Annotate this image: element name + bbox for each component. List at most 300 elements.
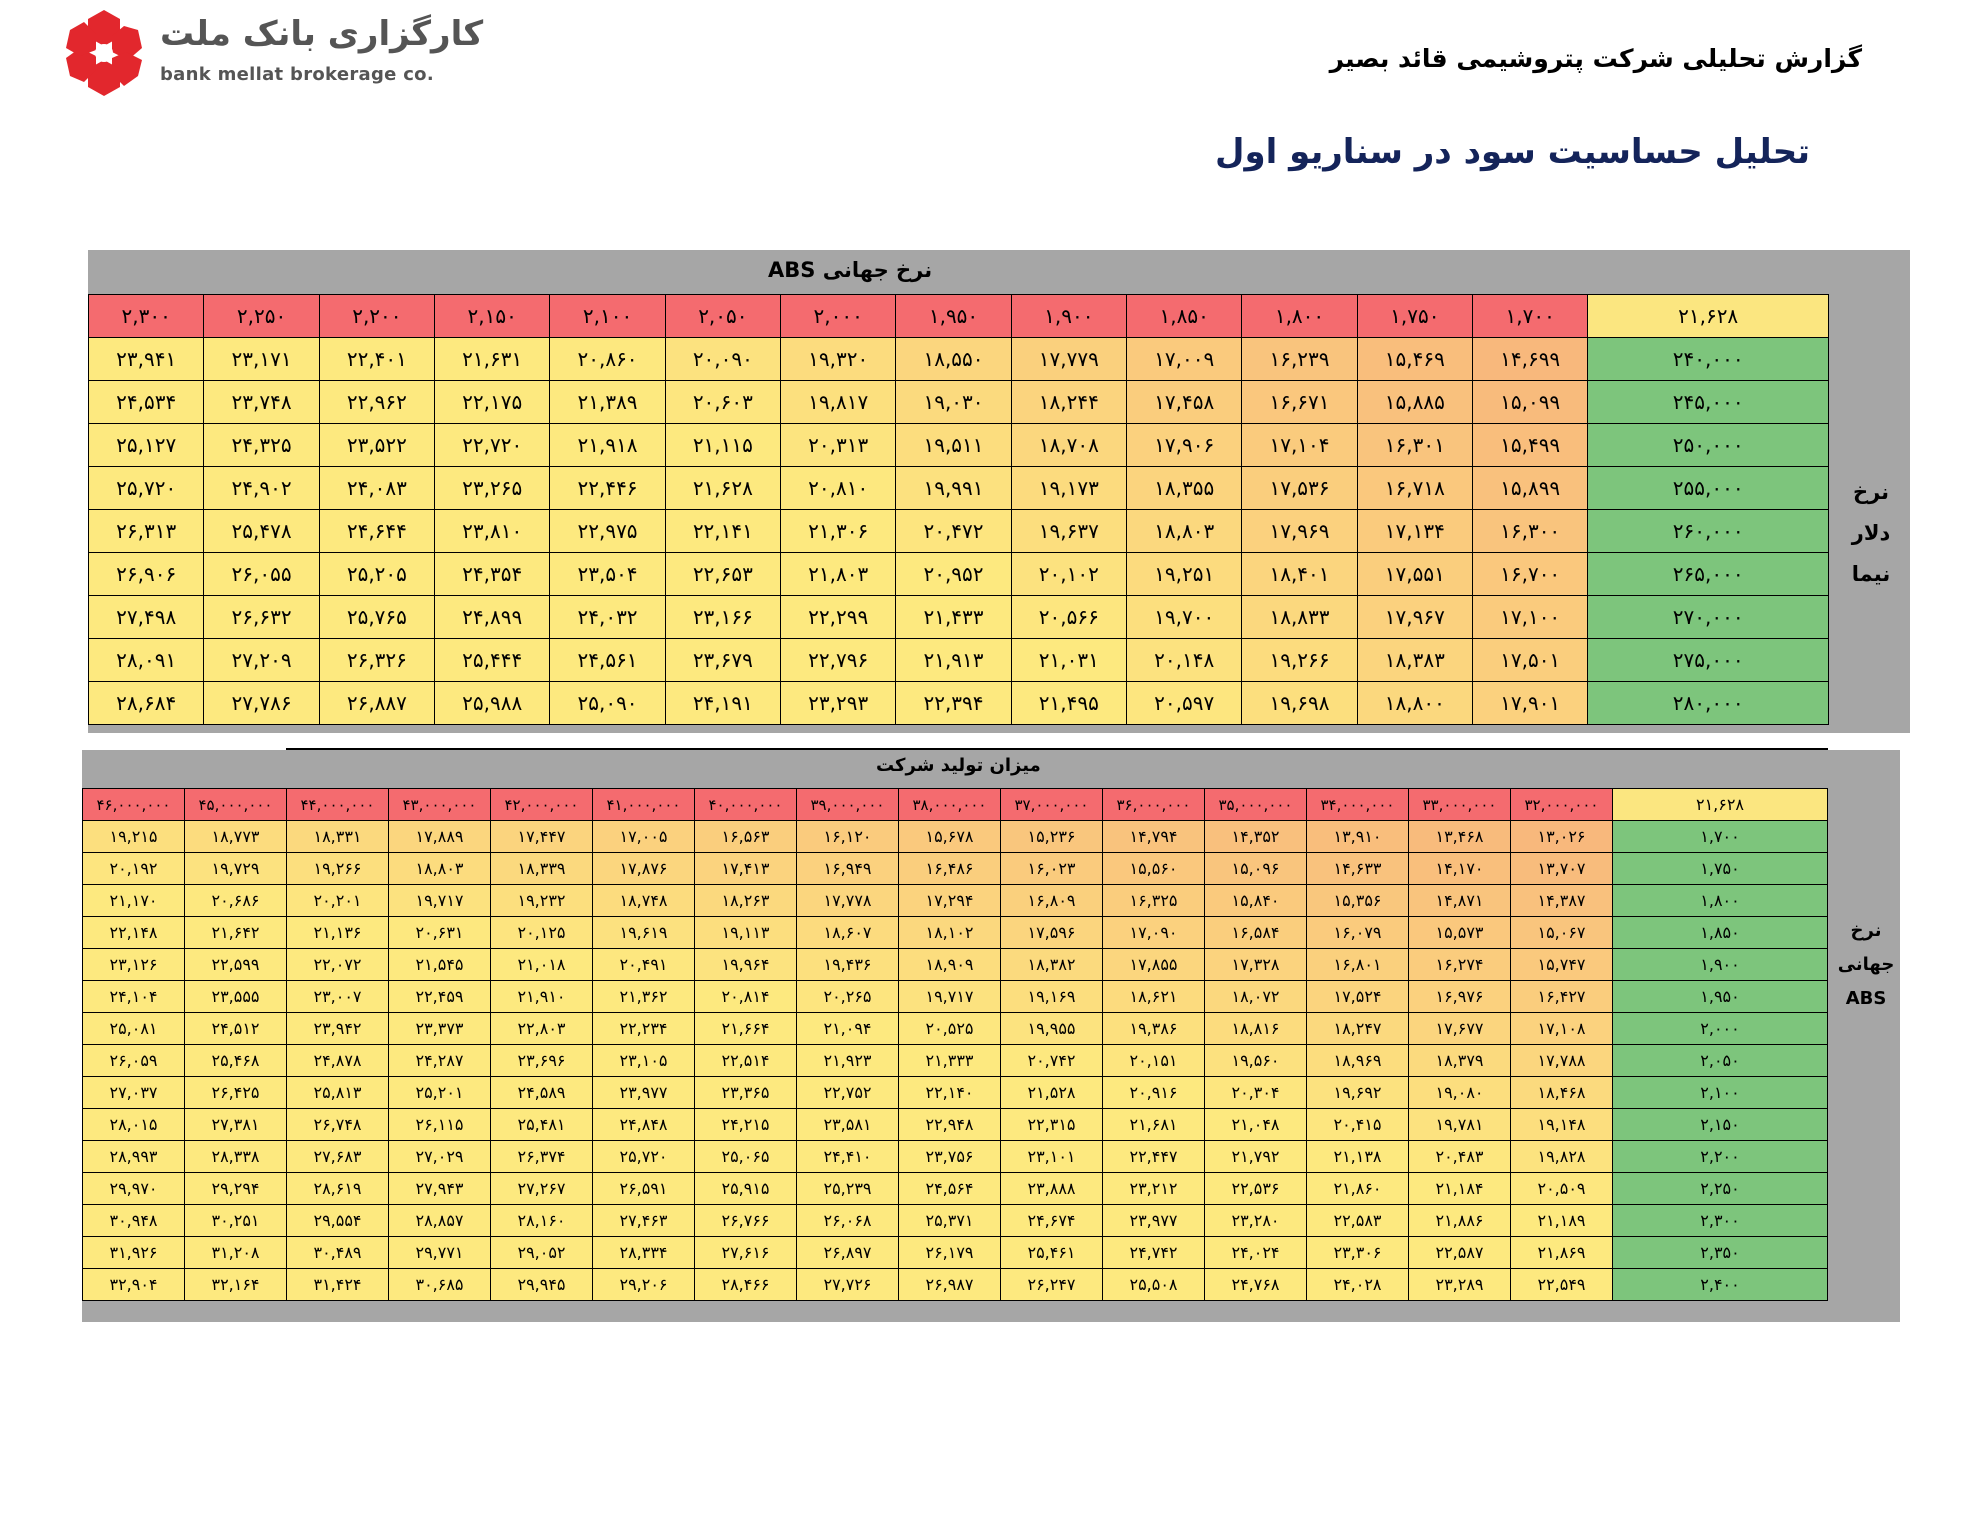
value-cell: ۲۱,۹۱۳ (896, 639, 1011, 682)
value-cell: ۱۷,۵۳۶ (1242, 467, 1357, 510)
value-cell: ۱۵,۸۴۰ (1205, 885, 1307, 917)
value-cell: ۲۵,۰۹۰ (550, 682, 665, 725)
value-cell: ۲۹,۷۷۱ (389, 1237, 491, 1269)
value-cell: ۲۶,۸۸۷ (319, 682, 434, 725)
value-cell: ۱۷,۵۵۱ (1357, 553, 1472, 596)
value-cell: ۱۹,۲۱۵ (83, 821, 185, 853)
value-cell: ۳۲,۹۰۴ (83, 1269, 185, 1301)
value-cell: ۲۳,۱۰۱ (1001, 1141, 1103, 1173)
value-cell: ۱۶,۵۶۳ (695, 821, 797, 853)
value-cell: ۱۸,۷۰۸ (1011, 424, 1126, 467)
column-header: ۴۲,۰۰۰,۰۰۰ (491, 789, 593, 821)
value-cell: ۲۵,۷۲۰ (593, 1141, 695, 1173)
value-cell: ۱۶,۲۳۹ (1242, 338, 1357, 381)
value-cell: ۲۶,۱۷۹ (899, 1237, 1001, 1269)
column-header: ۴۱,۰۰۰,۰۰۰ (593, 789, 695, 821)
value-cell: ۱۷,۲۹۴ (899, 885, 1001, 917)
table-row (83, 1013, 1828, 1045)
value-cell: ۲۱,۱۳۸ (1307, 1141, 1409, 1173)
value-cell: ۲۲,۷۲۰ (435, 424, 550, 467)
value-cell: ۲۰,۸۱۰ (781, 467, 896, 510)
value-cell: ۲۰,۸۶۰ (550, 338, 665, 381)
value-cell: ۲۰,۵۲۵ (899, 1013, 1001, 1045)
row-header: ۱,۹۰۰ (1613, 949, 1828, 981)
value-cell: ۲۰,۵۹۷ (1127, 682, 1242, 725)
row-header: ۲,۱۵۰ (1613, 1109, 1828, 1141)
value-cell: ۲۱,۱۳۶ (287, 917, 389, 949)
value-cell: ۲۴,۸۷۸ (287, 1045, 389, 1077)
value-cell: ۲۲,۳۹۴ (896, 682, 1011, 725)
column-header: ۳۶,۰۰۰,۰۰۰ (1103, 789, 1205, 821)
value-cell: ۱۴,۸۷۱ (1409, 885, 1511, 917)
value-cell: ۱۴,۶۹۹ (1472, 338, 1587, 381)
value-cell: ۲۷,۲۰۹ (204, 639, 319, 682)
value-cell: ۲۱,۱۸۴ (1409, 1173, 1511, 1205)
value-cell: ۱۷,۶۷۷ (1409, 1013, 1511, 1045)
table-row (83, 1237, 1828, 1269)
value-cell: ۲۳,۲۸۹ (1409, 1269, 1511, 1301)
row-axis-label (1832, 914, 1900, 1016)
value-cell: ۲۲,۴۰۱ (319, 338, 434, 381)
value-cell: ۱۴,۱۷۰ (1409, 853, 1511, 885)
value-cell: ۱۸,۳۸۳ (1357, 639, 1472, 682)
value-cell: ۱۳,۴۶۸ (1409, 821, 1511, 853)
value-cell: ۲۰,۴۷۲ (896, 510, 1011, 553)
value-cell: ۲۵,۰۸۱ (83, 1013, 185, 1045)
value-cell: ۱۹,۶۹۲ (1307, 1077, 1409, 1109)
column-header: ۳۲,۰۰۰,۰۰۰ (1511, 789, 1613, 821)
row-axis-label-line: نرخ (1850, 920, 1882, 941)
value-cell: ۲۰,۶۳۱ (389, 917, 491, 949)
value-cell: ۲۲,۴۴۶ (550, 467, 665, 510)
table-row (89, 510, 1829, 553)
value-cell: ۲۵,۵۰۸ (1103, 1269, 1205, 1301)
table-row (89, 639, 1829, 682)
value-cell: ۲۲,۰۷۲ (287, 949, 389, 981)
value-cell: ۲۲,۸۰۳ (491, 1013, 593, 1045)
value-cell: ۱۷,۹۰۶ (1127, 424, 1242, 467)
value-cell: ۲۳,۹۴۲ (287, 1013, 389, 1045)
value-cell: ۱۷,۴۵۸ (1127, 381, 1242, 424)
value-cell: ۲۶,۹۸۷ (899, 1269, 1001, 1301)
value-cell: ۱۷,۷۷۸ (797, 885, 899, 917)
value-cell: ۱۹,۴۳۶ (797, 949, 899, 981)
row-header: ۱,۸۵۰ (1613, 917, 1828, 949)
value-cell: ۱۸,۹۶۹ (1307, 1045, 1409, 1077)
value-cell: ۱۵,۰۹۶ (1205, 853, 1307, 885)
value-cell: ۲۵,۲۰۵ (319, 553, 434, 596)
value-cell: ۱۶,۳۰۱ (1357, 424, 1472, 467)
value-cell: ۱۶,۸۰۱ (1307, 949, 1409, 981)
column-header: ۱,۷۰۰ (1472, 295, 1587, 338)
value-cell: ۲۱,۸۶۰ (1307, 1173, 1409, 1205)
value-cell: ۲۵,۴۷۸ (204, 510, 319, 553)
value-cell: ۲۱,۸۸۶ (1409, 1205, 1511, 1237)
value-cell: ۲۱,۷۹۲ (1205, 1141, 1307, 1173)
value-cell: ۱۶,۰۲۳ (1001, 853, 1103, 885)
value-cell: ۱۷,۱۰۸ (1511, 1013, 1613, 1045)
base-profit-cell: ۲۱,۶۲۸ (1588, 295, 1829, 338)
value-cell: ۱۹,۹۹۱ (896, 467, 1011, 510)
value-cell: ۲۶,۵۹۱ (593, 1173, 695, 1205)
value-cell: ۲۰,۵۰۹ (1511, 1173, 1613, 1205)
value-cell: ۱۸,۳۸۲ (1001, 949, 1103, 981)
table-row (83, 1045, 1828, 1077)
row-axis-label-line: نرخ (1852, 480, 1890, 504)
value-cell: ۲۵,۷۶۵ (319, 596, 434, 639)
value-cell: ۲۴,۰۸۳ (319, 467, 434, 510)
value-cell: ۱۹,۷۸۱ (1409, 1109, 1511, 1141)
value-cell: ۲۱,۶۳۱ (435, 338, 550, 381)
header-row (83, 789, 1828, 821)
row-header: ۲۵۵,۰۰۰ (1588, 467, 1829, 510)
value-cell: ۱۵,۲۳۶ (1001, 821, 1103, 853)
value-cell: ۲۱,۱۸۹ (1511, 1205, 1613, 1237)
row-axis-label-line: جهانی (1837, 954, 1895, 975)
value-cell: ۲۰,۱۴۸ (1127, 639, 1242, 682)
value-cell: ۲۲,۲۳۴ (593, 1013, 695, 1045)
value-cell: ۱۸,۱۰۲ (899, 917, 1001, 949)
value-cell: ۲۴,۵۶۱ (550, 639, 665, 682)
value-cell: ۲۳,۶۹۶ (491, 1045, 593, 1077)
value-cell: ۱۹,۳۲۰ (781, 338, 896, 381)
row-header: ۱,۸۰۰ (1613, 885, 1828, 917)
column-header: ۲,۱۵۰ (435, 295, 550, 338)
value-cell: ۲۰,۶۰۳ (665, 381, 780, 424)
table-row (83, 917, 1828, 949)
value-cell: ۲۱,۴۹۵ (1011, 682, 1126, 725)
value-cell: ۲۶,۷۶۶ (695, 1205, 797, 1237)
value-cell: ۲۵,۲۳۹ (797, 1173, 899, 1205)
value-cell: ۲۲,۳۱۵ (1001, 1109, 1103, 1141)
value-cell: ۲۱,۹۲۳ (797, 1045, 899, 1077)
value-cell: ۲۶,۰۵۵ (204, 553, 319, 596)
row-header: ۲,۳۵۰ (1613, 1237, 1828, 1269)
value-cell: ۱۹,۲۵۱ (1127, 553, 1242, 596)
table-title: نرخ جهانی ABS (768, 258, 933, 282)
value-cell: ۲۸,۳۳۴ (593, 1237, 695, 1269)
row-header: ۲۶۰,۰۰۰ (1588, 510, 1829, 553)
row-header: ۲,۰۰۰ (1613, 1013, 1828, 1045)
value-cell: ۲۴,۳۲۵ (204, 424, 319, 467)
column-header: ۲,۰۵۰ (665, 295, 780, 338)
value-cell: ۲۲,۷۹۶ (781, 639, 896, 682)
table-row (89, 424, 1829, 467)
value-cell: ۲۶,۲۴۷ (1001, 1269, 1103, 1301)
value-cell: ۲۲,۵۳۶ (1205, 1173, 1307, 1205)
value-cell: ۲۲,۵۱۴ (695, 1045, 797, 1077)
value-cell: ۱۸,۸۰۳ (389, 853, 491, 885)
value-cell: ۳۱,۲۰۸ (185, 1237, 287, 1269)
value-cell: ۲۷,۴۹۸ (89, 596, 204, 639)
table-row (89, 338, 1829, 381)
value-cell: ۲۱,۶۴۲ (185, 917, 287, 949)
value-cell: ۲۴,۱۰۴ (83, 981, 185, 1013)
value-cell: ۲۲,۹۷۵ (550, 510, 665, 553)
value-cell: ۱۹,۵۶۰ (1205, 1045, 1307, 1077)
column-header: ۱,۷۵۰ (1357, 295, 1472, 338)
value-cell: ۲۴,۱۹۱ (665, 682, 780, 725)
value-cell: ۲۱,۵۲۸ (1001, 1077, 1103, 1109)
value-cell: ۱۸,۲۶۳ (695, 885, 797, 917)
table-row (89, 682, 1829, 725)
sensitivity-grid (88, 294, 1829, 725)
value-cell: ۱۶,۷۱۸ (1357, 467, 1472, 510)
row-header: ۱,۷۰۰ (1613, 821, 1828, 853)
value-cell: ۲۴,۰۲۴ (1205, 1237, 1307, 1269)
value-cell: ۳۱,۴۲۴ (287, 1269, 389, 1301)
value-cell: ۲۷,۲۶۷ (491, 1173, 593, 1205)
value-cell: ۲۲,۱۷۵ (435, 381, 550, 424)
value-cell: ۲۱,۹۱۰ (491, 981, 593, 1013)
value-cell: ۲۱,۶۶۴ (695, 1013, 797, 1045)
value-cell: ۱۷,۴۱۳ (695, 853, 797, 885)
column-header: ۳۷,۰۰۰,۰۰۰ (1001, 789, 1103, 821)
value-cell: ۱۸,۸۰۰ (1357, 682, 1472, 725)
value-cell: ۲۲,۵۸۷ (1409, 1237, 1511, 1269)
value-cell: ۲۵,۹۱۵ (695, 1173, 797, 1205)
value-cell: ۱۳,۹۱۰ (1307, 821, 1409, 853)
value-cell: ۱۷,۰۰۹ (1127, 338, 1242, 381)
value-cell: ۲۰,۵۶۶ (1011, 596, 1126, 639)
value-cell: ۲۳,۱۲۶ (83, 949, 185, 981)
column-header: ۳۴,۰۰۰,۰۰۰ (1307, 789, 1409, 821)
value-cell: ۲۰,۳۱۳ (781, 424, 896, 467)
row-header: ۲۸۰,۰۰۰ (1588, 682, 1829, 725)
value-cell: ۲۲,۹۴۸ (899, 1109, 1001, 1141)
base-profit-cell: ۲۱,۶۲۸ (1613, 789, 1828, 821)
column-header: ۳۸,۰۰۰,۰۰۰ (899, 789, 1001, 821)
value-cell: ۱۶,۲۷۴ (1409, 949, 1511, 981)
value-cell: ۲۲,۱۴۱ (665, 510, 780, 553)
value-cell: ۲۴,۷۴۲ (1103, 1237, 1205, 1269)
value-cell: ۲۵,۰۶۵ (695, 1141, 797, 1173)
value-cell: ۲۸,۹۹۳ (83, 1141, 185, 1173)
value-cell: ۲۰,۹۵۲ (896, 553, 1011, 596)
value-cell: ۲۸,۰۱۵ (83, 1109, 185, 1141)
value-cell: ۲۰,۸۱۴ (695, 981, 797, 1013)
value-cell: ۱۸,۸۳۳ (1242, 596, 1357, 639)
column-header: ۲,۱۰۰ (550, 295, 665, 338)
value-cell: ۱۷,۷۷۹ (1011, 338, 1126, 381)
value-cell: ۲۵,۲۰۱ (389, 1077, 491, 1109)
value-cell: ۲۰,۴۹۱ (593, 949, 695, 981)
value-cell: ۱۹,۸۲۸ (1511, 1141, 1613, 1173)
table-row (89, 467, 1829, 510)
value-cell: ۲۸,۰۹۱ (89, 639, 204, 682)
value-cell: ۲۵,۴۴۴ (435, 639, 550, 682)
value-cell: ۱۷,۵۲۴ (1307, 981, 1409, 1013)
value-cell: ۲۰,۳۰۴ (1205, 1077, 1307, 1109)
value-cell: ۱۶,۹۴۹ (797, 853, 899, 885)
value-cell: ۱۸,۳۳۱ (287, 821, 389, 853)
table-row (89, 596, 1829, 639)
value-cell: ۲۸,۴۶۶ (695, 1269, 797, 1301)
value-cell: ۲۵,۹۸۸ (435, 682, 550, 725)
value-cell: ۱۵,۵۶۰ (1103, 853, 1205, 885)
value-cell: ۲۳,۵۵۵ (185, 981, 287, 1013)
value-cell: ۲۱,۳۸۹ (550, 381, 665, 424)
section-title: تحلیل حساسیت سود در سناریو اول (1215, 132, 1810, 172)
value-cell: ۱۸,۸۱۶ (1205, 1013, 1307, 1045)
value-cell: ۲۳,۹۷۷ (593, 1077, 695, 1109)
value-cell: ۲۴,۵۶۴ (899, 1173, 1001, 1205)
row-header: ۲,۱۰۰ (1613, 1077, 1828, 1109)
value-cell: ۲۳,۲۱۲ (1103, 1173, 1205, 1205)
value-cell: ۱۶,۴۸۶ (899, 853, 1001, 885)
column-header: ۱,۸۰۰ (1242, 295, 1357, 338)
value-cell: ۱۹,۵۱۱ (896, 424, 1011, 467)
value-cell: ۲۱,۰۹۴ (797, 1013, 899, 1045)
value-cell: ۱۵,۴۹۹ (1472, 424, 1587, 467)
row-header: ۲۴۵,۰۰۰ (1588, 381, 1829, 424)
value-cell: ۲۱,۶۸۱ (1103, 1109, 1205, 1141)
value-cell: ۱۸,۳۳۹ (491, 853, 593, 885)
value-cell: ۱۹,۷۰۰ (1127, 596, 1242, 639)
value-cell: ۲۵,۱۲۷ (89, 424, 204, 467)
value-cell: ۲۳,۳۶۵ (695, 1077, 797, 1109)
value-cell: ۲۴,۰۲۸ (1307, 1269, 1409, 1301)
brokerage-logo (62, 8, 484, 98)
value-cell: ۲۶,۳۷۴ (491, 1141, 593, 1173)
value-cell: ۲۸,۱۶۰ (491, 1205, 593, 1237)
column-header: ۲,۲۰۰ (319, 295, 434, 338)
value-cell: ۱۹,۲۶۶ (287, 853, 389, 885)
value-cell: ۲۳,۵۰۴ (550, 553, 665, 596)
value-cell: ۲۱,۰۴۸ (1205, 1109, 1307, 1141)
value-cell: ۱۹,۱۴۸ (1511, 1109, 1613, 1141)
value-cell: ۲۳,۳۷۳ (389, 1013, 491, 1045)
value-cell: ۳۰,۹۴۸ (83, 1205, 185, 1237)
value-cell: ۱۶,۱۲۰ (797, 821, 899, 853)
column-header: ۴۵,۰۰۰,۰۰۰ (185, 789, 287, 821)
value-cell: ۲۰,۷۴۲ (1001, 1045, 1103, 1077)
row-axis-label-line: ABS (1845, 988, 1887, 1009)
value-cell: ۲۴,۴۱۰ (797, 1141, 899, 1173)
value-cell: ۲۲,۴۴۷ (1103, 1141, 1205, 1173)
value-cell: ۳۰,۴۸۹ (287, 1237, 389, 1269)
row-header: ۲۷۰,۰۰۰ (1588, 596, 1829, 639)
value-cell: ۱۹,۰۳۰ (896, 381, 1011, 424)
table-row (83, 981, 1828, 1013)
value-cell: ۲۳,۹۴۱ (89, 338, 204, 381)
row-axis-label (1836, 472, 1906, 595)
value-cell: ۱۹,۷۲۹ (185, 853, 287, 885)
table-row (83, 853, 1828, 885)
value-cell: ۱۷,۵۰۱ (1472, 639, 1587, 682)
table-row (83, 1141, 1828, 1173)
value-cell: ۲۱,۶۲۸ (665, 467, 780, 510)
value-cell: ۲۳,۹۷۷ (1103, 1205, 1205, 1237)
value-cell: ۲۲,۲۹۹ (781, 596, 896, 639)
value-cell: ۱۹,۷۱۷ (899, 981, 1001, 1013)
value-cell: ۲۰,۹۱۶ (1103, 1077, 1205, 1109)
value-cell: ۲۰,۱۰۲ (1011, 553, 1126, 596)
column-header: ۴۴,۰۰۰,۰۰۰ (287, 789, 389, 821)
row-header: ۲۷۵,۰۰۰ (1588, 639, 1829, 682)
value-cell: ۱۷,۰۹۰ (1103, 917, 1205, 949)
value-cell: ۲۳,۳۰۶ (1307, 1237, 1409, 1269)
column-header: ۳۵,۰۰۰,۰۰۰ (1205, 789, 1307, 821)
table-row (89, 553, 1829, 596)
value-cell: ۱۷,۴۴۷ (491, 821, 593, 853)
value-cell: ۱۶,۷۰۰ (1472, 553, 1587, 596)
value-cell: ۱۶,۵۸۴ (1205, 917, 1307, 949)
column-header: ۴۶,۰۰۰,۰۰۰ (83, 789, 185, 821)
value-cell: ۱۹,۲۶۶ (1242, 639, 1357, 682)
column-header: ۳۳,۰۰۰,۰۰۰ (1409, 789, 1511, 821)
value-cell: ۱۷,۰۰۵ (593, 821, 695, 853)
row-header: ۲۴۰,۰۰۰ (1588, 338, 1829, 381)
value-cell: ۱۹,۱۷۳ (1011, 467, 1126, 510)
value-cell: ۲۰,۴۱۵ (1307, 1109, 1409, 1141)
value-cell: ۱۸,۷۷۳ (185, 821, 287, 853)
value-cell: ۲۵,۴۸۱ (491, 1109, 593, 1141)
value-cell: ۲۲,۱۴۰ (899, 1077, 1001, 1109)
value-cell: ۲۱,۸۰۳ (781, 553, 896, 596)
row-header: ۲,۳۰۰ (1613, 1205, 1828, 1237)
value-cell: ۲۸,۸۵۷ (389, 1205, 491, 1237)
value-cell: ۲۲,۵۴۹ (1511, 1269, 1613, 1301)
row-header: ۱,۷۵۰ (1613, 853, 1828, 885)
value-cell: ۱۶,۳۰۰ (1472, 510, 1587, 553)
value-cell: ۲۱,۱۱۵ (665, 424, 780, 467)
value-cell: ۲۲,۴۵۹ (389, 981, 491, 1013)
value-cell: ۲۰,۲۰۱ (287, 885, 389, 917)
value-cell: ۱۷,۸۷۶ (593, 853, 695, 885)
value-cell: ۲۱,۱۷۰ (83, 885, 185, 917)
value-cell: ۱۹,۳۸۶ (1103, 1013, 1205, 1045)
value-cell: ۱۶,۸۰۹ (1001, 885, 1103, 917)
row-header: ۲,۰۵۰ (1613, 1045, 1828, 1077)
value-cell: ۱۷,۸۵۵ (1103, 949, 1205, 981)
value-cell: ۲۳,۶۷۹ (665, 639, 780, 682)
value-cell: ۲۶,۴۲۵ (185, 1077, 287, 1109)
value-cell: ۲۱,۰۳۱ (1011, 639, 1126, 682)
value-cell: ۲۴,۳۵۴ (435, 553, 550, 596)
value-cell: ۱۵,۸۸۵ (1357, 381, 1472, 424)
value-cell: ۱۷,۹۰۱ (1472, 682, 1587, 725)
value-cell: ۲۷,۴۶۳ (593, 1205, 695, 1237)
value-cell: ۲۵,۸۱۳ (287, 1077, 389, 1109)
sensitivity-grid (82, 788, 1828, 1301)
table-row (83, 885, 1828, 917)
value-cell: ۳۰,۶۸۵ (389, 1269, 491, 1301)
row-header: ۲,۲۰۰ (1613, 1141, 1828, 1173)
value-cell: ۱۷,۳۲۸ (1205, 949, 1307, 981)
value-cell: ۲۰,۴۸۳ (1409, 1141, 1511, 1173)
table-row (83, 1077, 1828, 1109)
value-cell: ۱۵,۰۹۹ (1472, 381, 1587, 424)
value-cell: ۲۹,۹۷۰ (83, 1173, 185, 1205)
value-cell: ۲۴,۵۱۲ (185, 1013, 287, 1045)
table-row (83, 1173, 1828, 1205)
value-cell: ۲۴,۰۳۲ (550, 596, 665, 639)
row-header: ۲۵۰,۰۰۰ (1588, 424, 1829, 467)
value-cell: ۲۲,۱۴۸ (83, 917, 185, 949)
value-cell: ۲۳,۷۴۸ (204, 381, 319, 424)
value-cell: ۲۰,۰۹۰ (665, 338, 780, 381)
value-cell: ۲۴,۲۱۵ (695, 1109, 797, 1141)
value-cell: ۱۸,۰۷۲ (1205, 981, 1307, 1013)
row-axis-label-line: نیما (1851, 562, 1891, 586)
logo-text-fa: کارگزاری بانک ملت (160, 14, 484, 54)
value-cell: ۲۴,۶۴۴ (319, 510, 434, 553)
value-cell: ۲۴,۷۶۸ (1205, 1269, 1307, 1301)
value-cell: ۲۹,۰۵۲ (491, 1237, 593, 1269)
value-cell: ۱۸,۳۵۵ (1127, 467, 1242, 510)
flower-logo-icon (62, 8, 146, 98)
